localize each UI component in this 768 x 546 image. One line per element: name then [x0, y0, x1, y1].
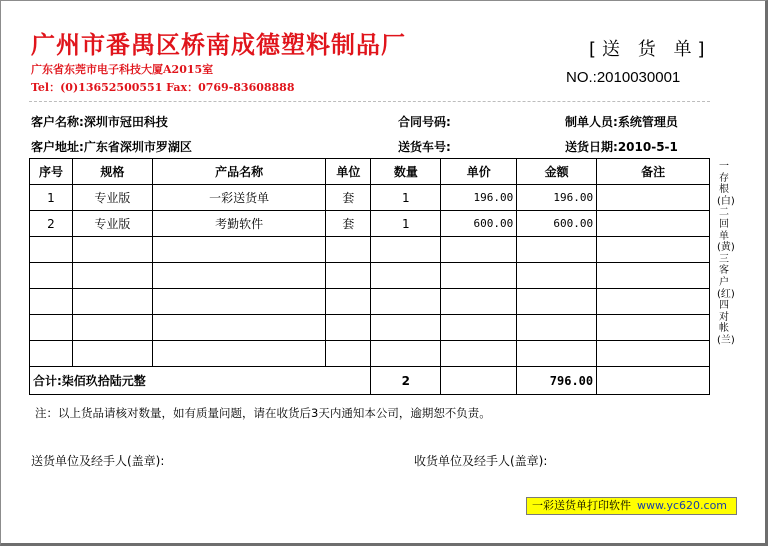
total-remark-empty: [597, 367, 710, 395]
header-amount: 金额: [517, 159, 597, 185]
header-divider: [29, 101, 710, 102]
delivery-date-value: 2010-5-1: [617, 140, 678, 154]
document-number: NO.:2010030001: [566, 69, 681, 86]
copy-distribution-note: 一存根(白) 二回单(黄) 三客户(红) 四对帐(兰): [717, 161, 738, 346]
cell-amount: 600.00: [517, 211, 597, 237]
cell-seq: 1: [30, 185, 73, 211]
customer-address-label: 客户地址:: [31, 140, 84, 154]
cell-qty: 1: [371, 185, 441, 211]
customer-address-field: [31, 138, 192, 155]
total-row: [30, 367, 710, 395]
empty-row: [30, 341, 710, 367]
cell-qty: 1: [371, 211, 441, 237]
empty-row: [30, 237, 710, 263]
cell-product: 一彩送货单: [152, 185, 326, 211]
cell-remark: [597, 185, 710, 211]
header-qty: 数量: [371, 159, 441, 185]
footer-note: 注：以上货品请核对数量，如有质量问题，请在收货后3天内通知本公司，逾期恕不负责。: [35, 406, 491, 420]
cell-amount: 196.00: [517, 185, 597, 211]
total-price-empty: [441, 367, 517, 395]
document-title: [送 货 单]: [589, 39, 711, 60]
header-remark: 备注: [597, 159, 710, 185]
table-row: [30, 185, 710, 211]
empty-row: [30, 263, 710, 289]
cell-spec: 专业版: [72, 185, 152, 211]
promo-site-link[interactable]: www.yc620.com: [637, 499, 728, 512]
empty-row: [30, 289, 710, 315]
total-label: 合计:柒佰玖拾陆元整: [30, 367, 371, 395]
customer-name-value: 深圳市冠田科技: [83, 115, 168, 129]
header-price: 单价: [441, 159, 517, 185]
goods-table: [29, 158, 710, 395]
cell-price: 196.00: [441, 185, 517, 211]
cell-unit: 套: [326, 211, 371, 237]
delivery-date-field: [565, 138, 678, 155]
receiver-signature: 收货单位及经手人(盖章):: [414, 454, 548, 468]
header-spec: 规格: [72, 159, 152, 185]
promo-banner[interactable]: [526, 497, 737, 515]
company-address: 广东省东莞市电子科技大厦A2015室: [31, 63, 214, 76]
promo-label: 一彩送货单打印软件: [532, 499, 631, 512]
customer-address-value: 广东省深圳市罗湖区: [83, 140, 192, 154]
header-product: 产品名称: [152, 159, 326, 185]
cell-seq: 2: [30, 211, 73, 237]
header-unit: 单位: [326, 159, 371, 185]
cell-spec: 专业版: [72, 211, 152, 237]
header-seq: 序号: [30, 159, 73, 185]
total-amount: 796.00: [517, 367, 597, 395]
table-header-row: [30, 159, 710, 185]
customer-name-label: 客户名称:: [31, 115, 84, 129]
maker-value: 系统管理员: [617, 115, 678, 129]
vehicle-no-field: [398, 138, 451, 155]
total-qty: 2: [371, 367, 441, 395]
contract-no-label: 合同号码:: [398, 115, 451, 129]
maker-field: [565, 113, 678, 130]
delivery-date-label: 送货日期:: [565, 140, 618, 154]
contract-no-field: [398, 113, 451, 130]
customer-name-field: [31, 113, 168, 130]
cell-unit: 套: [326, 185, 371, 211]
cell-price: 600.00: [441, 211, 517, 237]
sender-signature: 送货单位及经手人(盖章):: [31, 454, 165, 468]
maker-label: 制单人员:: [565, 115, 618, 129]
cell-product: 考勤软件: [152, 211, 326, 237]
table-row: [30, 211, 710, 237]
vehicle-no-label: 送货车号:: [398, 140, 451, 154]
empty-row: [30, 315, 710, 341]
cell-remark: [597, 211, 710, 237]
company-contact: Tel：(0)13652500551 Fax：0769-83608888: [31, 81, 295, 94]
company-name: 广州市番禺区桥南成德塑料制品厂: [31, 30, 406, 59]
